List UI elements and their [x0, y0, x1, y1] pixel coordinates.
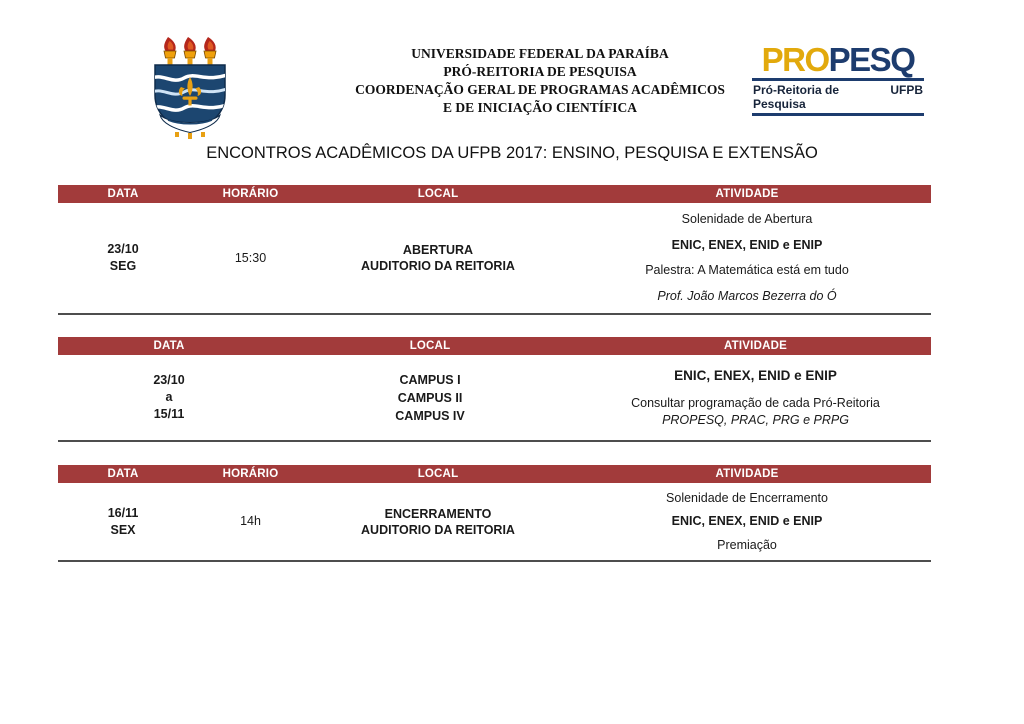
torch-cups [164, 51, 216, 66]
institution-heading [320, 45, 760, 117]
table-header-row [58, 337, 931, 355]
activity-line: Solenidade de Abertura [681, 212, 813, 227]
schedule-table-opening [58, 185, 931, 315]
col-header-local: LOCAL [409, 340, 451, 352]
table-header-row [58, 185, 931, 203]
col-header-data: DATA [107, 188, 139, 200]
propesq-divider-top [752, 78, 924, 81]
activity-line: Consultar programação de cada Pró-Reitoria [631, 396, 880, 411]
institution-line: UNIVERSIDADE FEDERAL DA PARAÍBA [411, 46, 669, 61]
document-header [0, 33, 1024, 145]
time-value: 14h [240, 514, 261, 528]
cell-date [58, 203, 188, 313]
propesq-sigla: UFPB [890, 83, 923, 97]
table-divider [58, 313, 931, 315]
torch-flames [164, 37, 216, 51]
activity-line: Solenidade de Encerramento [666, 490, 828, 505]
col-header-data: DATA [107, 468, 139, 480]
table-row [58, 355, 931, 440]
cell-local [313, 203, 563, 313]
institution-line: COORDENAÇÃO GERAL DE PROGRAMAS ACADÊMICOS [355, 82, 725, 97]
date-connector: a [165, 390, 173, 404]
institution-line: E DE INICIAÇÃO CIENTÍFICA [443, 100, 637, 115]
activity-group [631, 395, 880, 428]
propesq-word-navy: PESQ [828, 41, 915, 78]
page-title: ENCONTROS ACADÊMICOS DA UFPB 2017: ENSINO, PESQUISA E EXTENSÃO [206, 144, 818, 162]
propesq-divider-bottom [752, 113, 924, 116]
col-header-horario: HORÁRIO [222, 468, 279, 480]
activity-line: Premiação [717, 537, 777, 552]
activity-line: ENIC, ENEX, ENID e ENIP [671, 237, 823, 252]
cell-time [188, 483, 313, 560]
activity-line: ENIC, ENEX, ENID e ENIP [674, 367, 837, 383]
cell-activities [563, 483, 931, 560]
local-line: CAMPUS IV [395, 408, 465, 423]
schedule-table-program [58, 337, 931, 442]
time-value: 15:30 [234, 250, 267, 265]
local-line: CAMPUS II [397, 390, 463, 405]
col-header-horario: HORÁRIO [222, 188, 279, 200]
weekday-value: SEG [109, 259, 137, 273]
local-line: ENCERRAMENTO [384, 506, 492, 521]
date-value: 23/10 [107, 242, 139, 256]
table-row [58, 483, 931, 560]
date-value: 23/10 [153, 373, 185, 387]
local-line: AUDITORIO DA REITORIA [361, 522, 515, 537]
table-divider [58, 560, 931, 562]
propesq-wordmark [752, 43, 924, 76]
activity-line: Prof. João Marcos Bezerra do Ó [657, 288, 837, 303]
schedule-table-closing [58, 465, 931, 562]
cell-date [58, 483, 188, 560]
activity-line: Palestra: A Matemática está em tudo [645, 263, 849, 278]
propesq-logo [752, 43, 924, 118]
cell-date [58, 355, 280, 440]
local-line: ABERTURA [402, 243, 474, 257]
ufpb-crest-icon [148, 35, 234, 139]
cell-time [188, 203, 313, 313]
propesq-subtitle: Pró-Reitoria de Pesquisa [753, 83, 840, 111]
col-header-atividade: ATIVIDADE [715, 188, 779, 200]
col-header-local: LOCAL [417, 468, 459, 480]
cell-local [313, 483, 563, 560]
cell-activities [580, 355, 931, 440]
col-header-atividade: ATIVIDADE [724, 340, 787, 352]
cell-activities [563, 203, 931, 313]
weekday-value: SEX [110, 522, 136, 537]
table-divider [58, 440, 931, 442]
cell-local [280, 355, 580, 440]
date-value: 15/11 [153, 407, 185, 421]
local-line: AUDITORIO DA REITORIA [361, 259, 515, 273]
col-header-data: DATA [153, 340, 185, 352]
activity-line: ENIC, ENEX, ENID e ENIP [671, 514, 823, 528]
activity-line: PROPESQ, PRAC, PRG e PRPG [662, 412, 849, 427]
institution-line: PRÓ-REITORIA DE PESQUISA [443, 64, 637, 79]
table-header-row [58, 465, 931, 483]
col-header-local: LOCAL [417, 188, 459, 200]
local-line: CAMPUS I [399, 372, 461, 387]
table-row [58, 203, 931, 313]
date-value: 16/11 [107, 505, 139, 520]
col-header-atividade: ATIVIDADE [715, 468, 779, 480]
propesq-word-gold: PRO [761, 41, 829, 78]
